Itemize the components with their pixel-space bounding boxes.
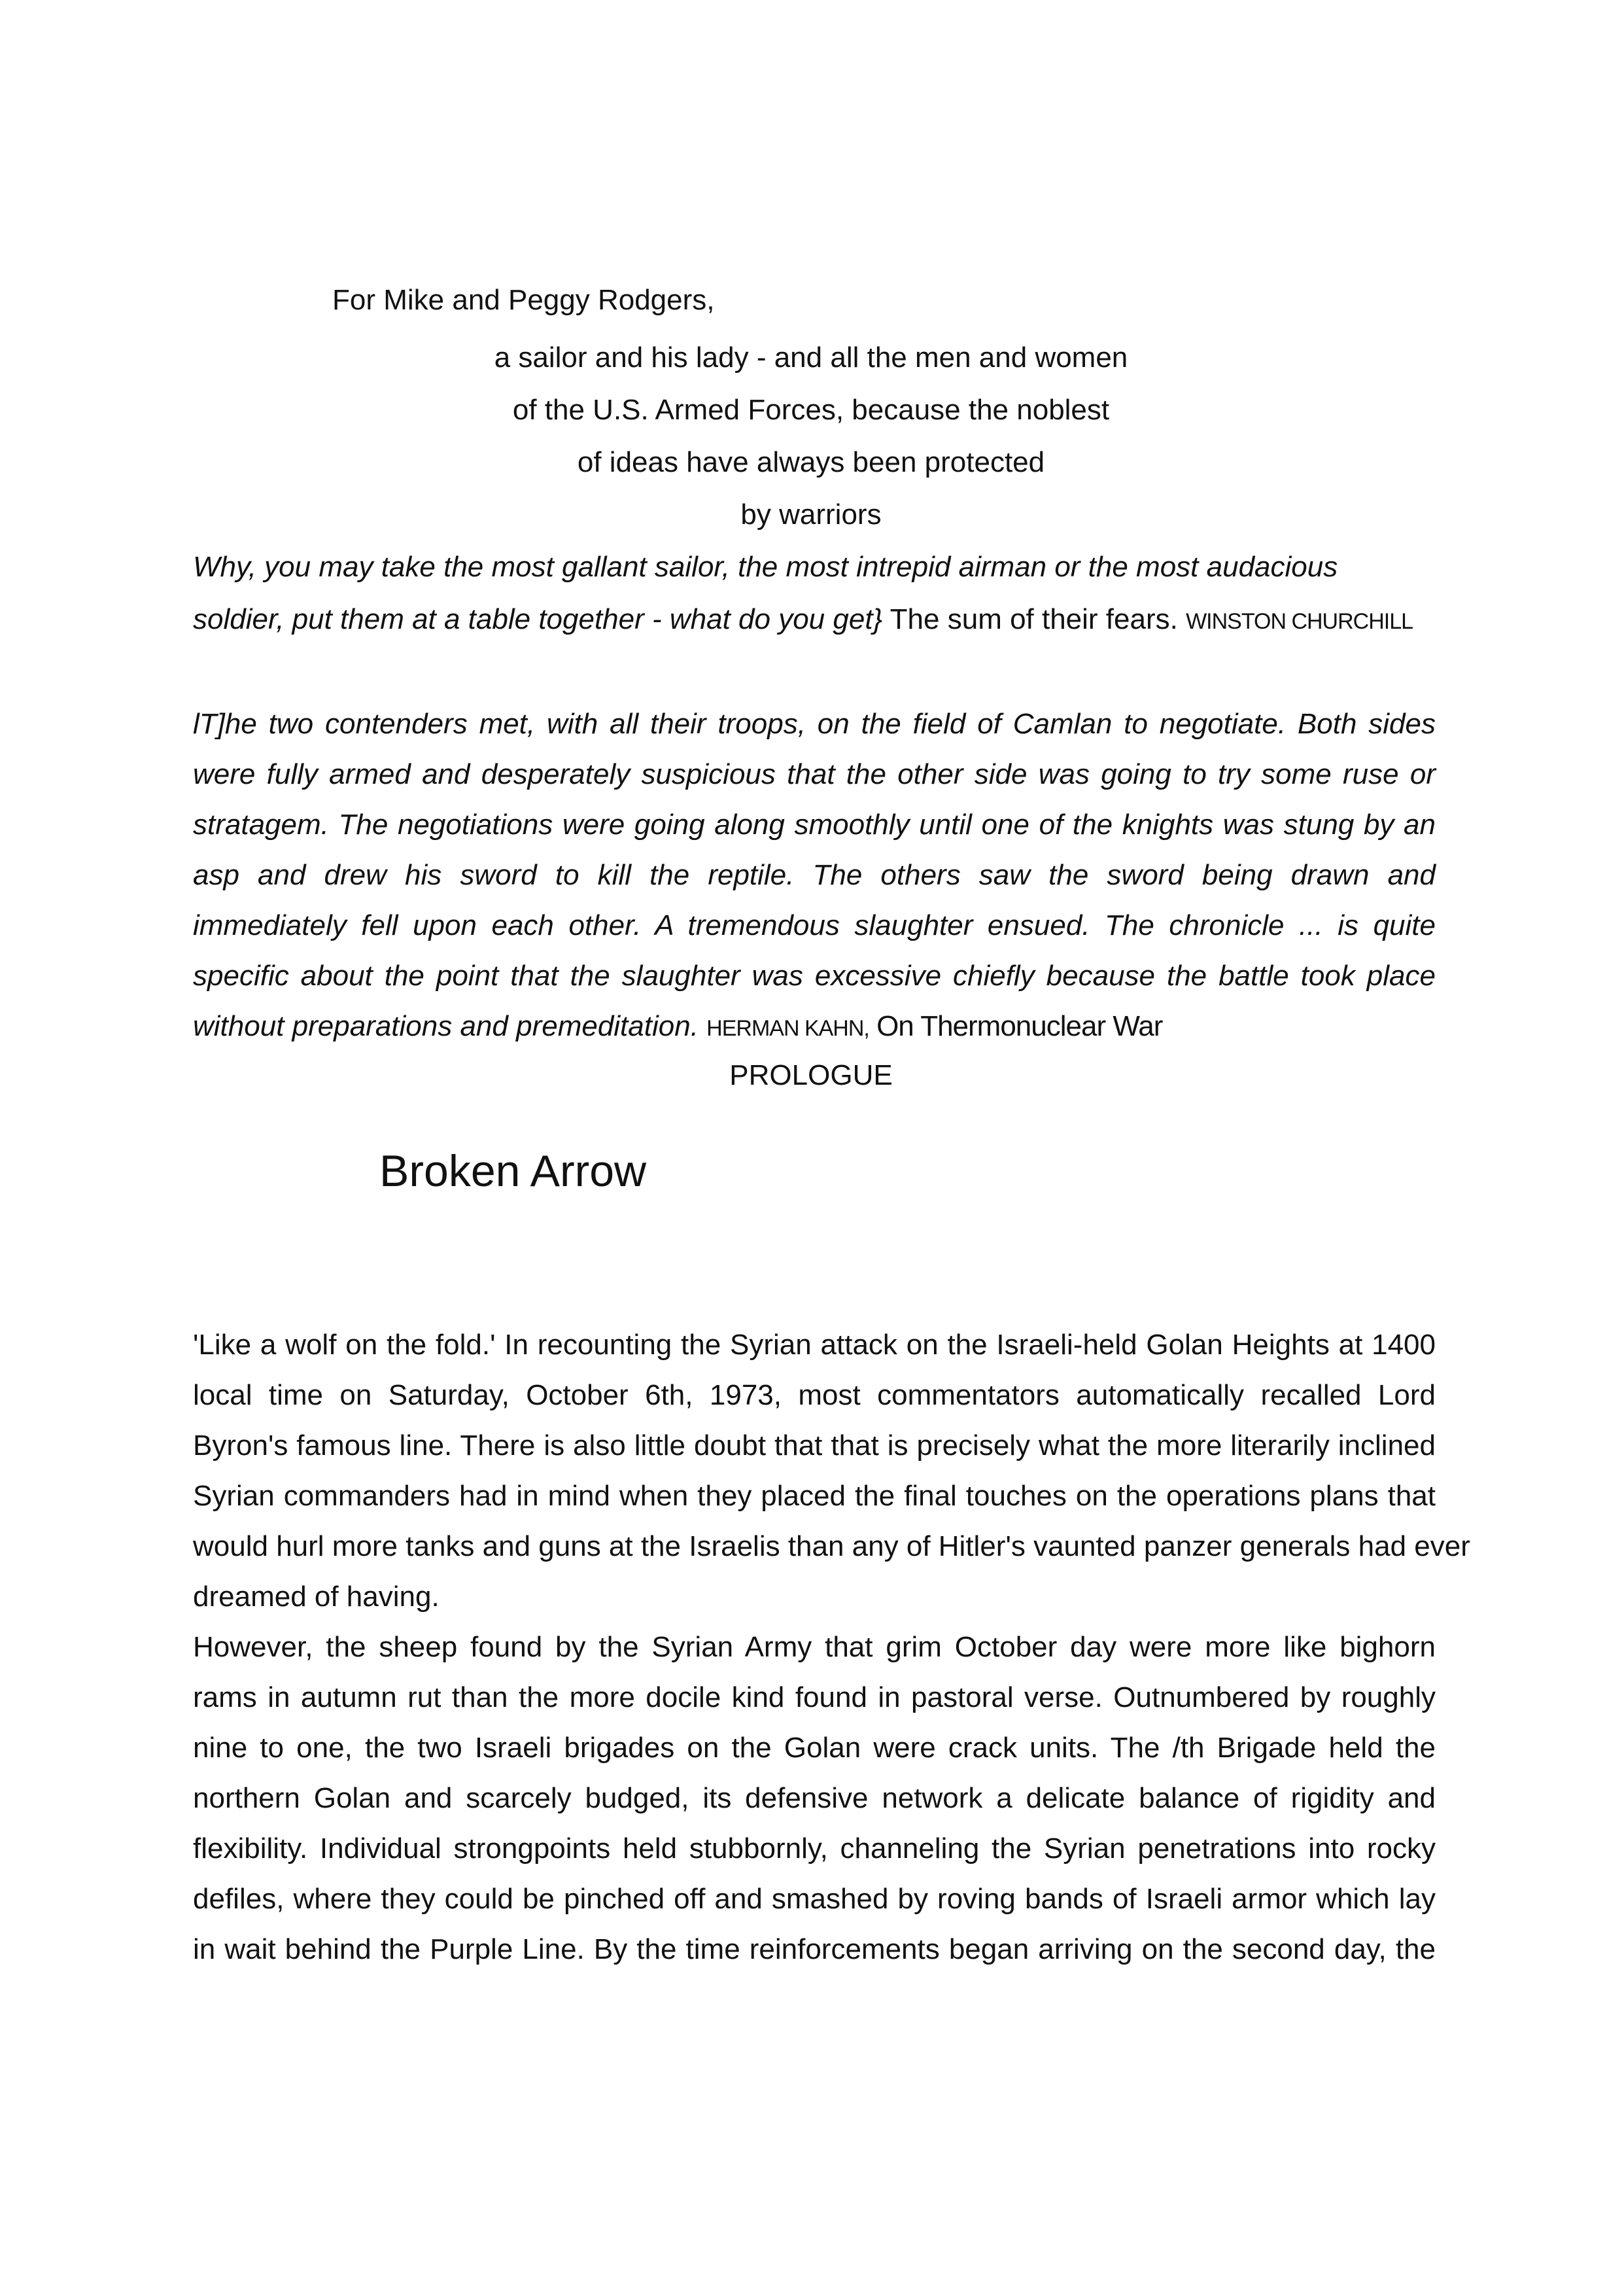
body-p1-line-1: 'Like a wolf on the fold.' In recounting the Syrian attack on the Israeli-held Golan Heights at 1400	[193, 1329, 1436, 1361]
prologue-heading: PROLOGUE	[729, 1059, 893, 1091]
body-p2-line-2: rams in autumn rut than the more docile kind found in pastoral verse. Outnumbered by roughly	[193, 1681, 1436, 1713]
dedication-line-3: of the U.S. Armed Forces, because the noblest	[512, 394, 1110, 426]
epigraph-1-attribution: WINSTON CHURCHILL	[1186, 609, 1413, 634]
chapter-title: Broken Arrow	[379, 1146, 647, 1196]
epigraph-1-line-1: Why, you may take the most gallant sailor, the most intrepid airman or the most audacious	[193, 551, 1338, 583]
body-p2-line-7: in wait behind the Purple Line. By the time reinforcements began arriving on the second day, the	[193, 1933, 1436, 1965]
epigraph-2-line-3: stratagem. The negotiations were going along smoothly until one of the knights was stung by an	[193, 809, 1436, 841]
body-p1-line-5: would hurl more tanks and guns at the Israelis than any of Hitler's vaunted panzer generals had ever	[193, 1530, 1470, 1562]
epigraph-2-line-1: lT]he two contenders met, with all their troops, on the field of Camlan to negotiate. Both sides	[193, 708, 1436, 740]
epigraph-2-author: HERMAN KAHN,	[706, 1016, 869, 1041]
body-p2-line-6: defiles, where they could be pinched off and smashed by roving bands of Israeli armor which lay	[193, 1883, 1436, 1915]
dedication-line-2: a sailor and his lady - and all the men and women	[494, 342, 1128, 374]
body-p2-line-1: However, the sheep found by the Syrian Army that grim October day were more like bighorn	[193, 1631, 1436, 1663]
body-p2-line-4: northern Golan and scarcely budged, its defensive network a delicate balance of rigidity and	[193, 1782, 1436, 1814]
epigraph-2-line-5: immediately fell upon each other. A tremendous slaughter ensued. The chronicle ... is quite	[193, 909, 1436, 941]
dedication-line-5: by warriors	[740, 499, 882, 531]
epigraph-1-line-2-roman: The sum of their fears.	[882, 603, 1186, 635]
body-p1-line-2: local time on Saturday, October 6th, 1973, most commentators automatically recalled Lord	[193, 1379, 1436, 1411]
epigraph-2-line-4: asp and drew his sword to kill the reptile. The others saw the sword being drawn and	[193, 859, 1436, 891]
epigraph-2-line-2: were fully armed and desperately suspicious that the other side was going to try some ruse or	[193, 758, 1436, 790]
epigraph-2-last-line: without preparations and premeditation.	[193, 1010, 707, 1042]
epigraph-2-book: On Thermonuclear War	[869, 1010, 1163, 1042]
dedication-line-1: For Mike and Peggy Rodgers,	[332, 284, 715, 316]
body-p2-line-5: flexibility. Individual strongpoints held stubbornly, channeling the Syrian penetrations into rocky	[193, 1832, 1436, 1865]
epigraph-1-line-2	[193, 601, 1413, 640]
epigraph-1-line-2-italic: soldier, put them at a table together - what do you get}	[193, 603, 883, 635]
body-p1-line-3: Byron's famous line. There is also little doubt that that is precisely what the more literarily inclined	[193, 1429, 1436, 1462]
body-p2-line-3: nine to one, the two Israeli brigades on the Golan were crack units. The /th Brigade held the	[193, 1732, 1436, 1764]
epigraph-2-line-7	[193, 1008, 1162, 1047]
body-p1-line-4: Syrian commanders had in mind when they placed the final touches on the operations plans that	[193, 1480, 1436, 1512]
body-p1-line-6: dreamed of having.	[193, 1581, 440, 1613]
dedication-line-4: of ideas have always been protected	[577, 446, 1045, 478]
epigraph-2-line-6: specific about the point that the slaughter was excessive chiefly because the battle took place	[193, 960, 1436, 992]
